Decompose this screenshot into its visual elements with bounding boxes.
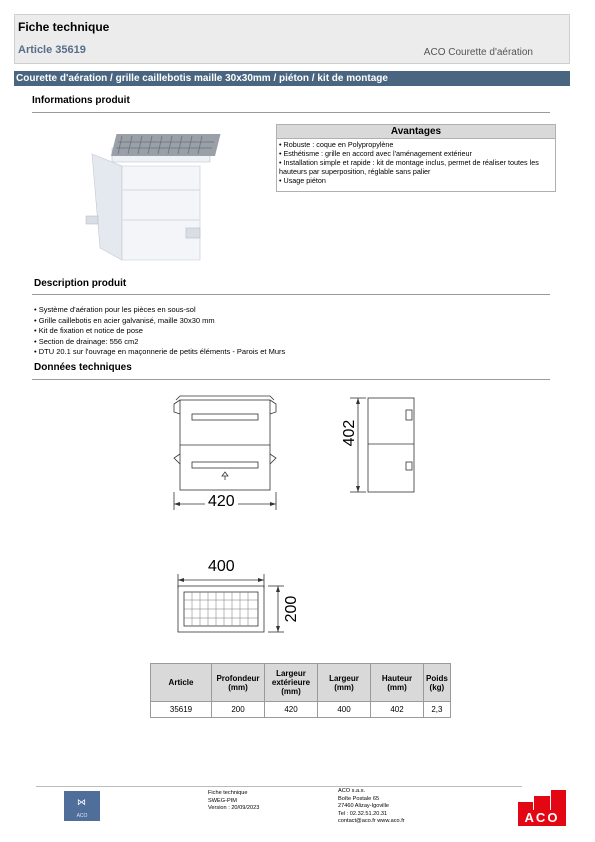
tech-section-title: Données techniques: [34, 362, 132, 373]
description-divider: [32, 294, 550, 295]
table-cell: 35619: [151, 702, 212, 718]
advantage-item: • Esthétisme : grille en accord avec l'aménagement extérieur: [279, 149, 472, 158]
description-list: [34, 305, 285, 358]
table-header: Hauteur (mm): [371, 664, 424, 702]
table-header: Largeur extérieure (mm): [265, 664, 318, 702]
product-name: ACO Courette d'aération: [423, 47, 533, 58]
technical-data-table: [150, 663, 451, 718]
table-cell: 2,3: [424, 702, 451, 718]
footer-doc-line: SWEG-PIM: [208, 797, 237, 804]
badge-text: ACO: [76, 813, 88, 819]
table-header: Poids (kg): [424, 664, 451, 702]
footer-company-line: ACO s.a.s.: [338, 788, 366, 794]
advantage-item: • Robuste : coque en Polypropylène: [279, 140, 394, 149]
page-title: Fiche technique: [18, 20, 110, 34]
footer-divider: [36, 786, 522, 787]
top-depth-dimension: 200: [283, 595, 300, 623]
article-number: Article 35619: [18, 44, 86, 56]
product-image: [82, 128, 222, 270]
table-row: [151, 702, 451, 718]
front-width-dimension: 420: [205, 493, 238, 511]
advantages-title: Avantages: [277, 125, 555, 139]
top-width-dimension: 400: [208, 558, 235, 575]
tech-divider: [32, 379, 550, 380]
footer-company-line: 27460 Alizay-Igoville: [338, 803, 389, 809]
aco-logo: [518, 788, 566, 826]
advantage-item: • Installation simple et rapide : kit de montage inclus, permet de réaliser toutes les hauteurs par superposition, réglable sans palier: [279, 158, 539, 176]
footer-doc-line: Version : 20/09/2023: [208, 805, 260, 811]
footer-doc-line: Fiche technique: [208, 790, 248, 796]
footer-doc-info: [208, 790, 259, 813]
advantages-list: [277, 139, 555, 186]
table-cell: 402: [371, 702, 424, 718]
brand-name: ACO: [518, 810, 566, 826]
table-header: Largeur (mm): [318, 664, 371, 702]
advantages-box: [276, 124, 556, 192]
table-cell: 400: [318, 702, 371, 718]
table-cell: 200: [212, 702, 265, 718]
table-header: Profondeur (mm): [212, 664, 265, 702]
description-item: • DTU 20.1 sur l'ouvrage en maçonnerie de petits éléments - Parois et Murs: [34, 347, 286, 357]
info-section-title: Informations produit: [32, 95, 130, 106]
product-title-bar: Courette d'aération / grille caillebotis maille 30x30mm / piéton / kit de montage: [14, 71, 570, 86]
side-height-dimension: 402: [341, 419, 358, 447]
description-section-title: Description produit: [34, 278, 127, 289]
description-item: • Grille caillebotis en acier galvanisé, maille 30x30 mm: [34, 315, 215, 325]
table-header: Article: [151, 664, 212, 702]
footer-badge-logo: [64, 791, 100, 821]
description-item: • Kit de fixation et notice de pose: [34, 326, 143, 336]
bowtie-icon: ⋈: [77, 797, 86, 807]
advantage-item: • Usage piéton: [279, 176, 326, 185]
footer-company-line: Boîte Postale 65: [338, 795, 380, 802]
side-view-drawing: [348, 392, 428, 502]
footer-company-info: [338, 788, 405, 826]
table-cell: 420: [265, 702, 318, 718]
description-item: • Section de drainage: 556 cm2: [34, 336, 139, 346]
info-divider: [32, 112, 550, 113]
footer-company-line: contact@aco.fr www.aco.fr: [338, 818, 405, 824]
description-item: • Système d'aération pour les pièces en sous-sol: [34, 305, 196, 314]
footer-company-line: Tel : 02.32.51.20.31: [338, 810, 388, 817]
